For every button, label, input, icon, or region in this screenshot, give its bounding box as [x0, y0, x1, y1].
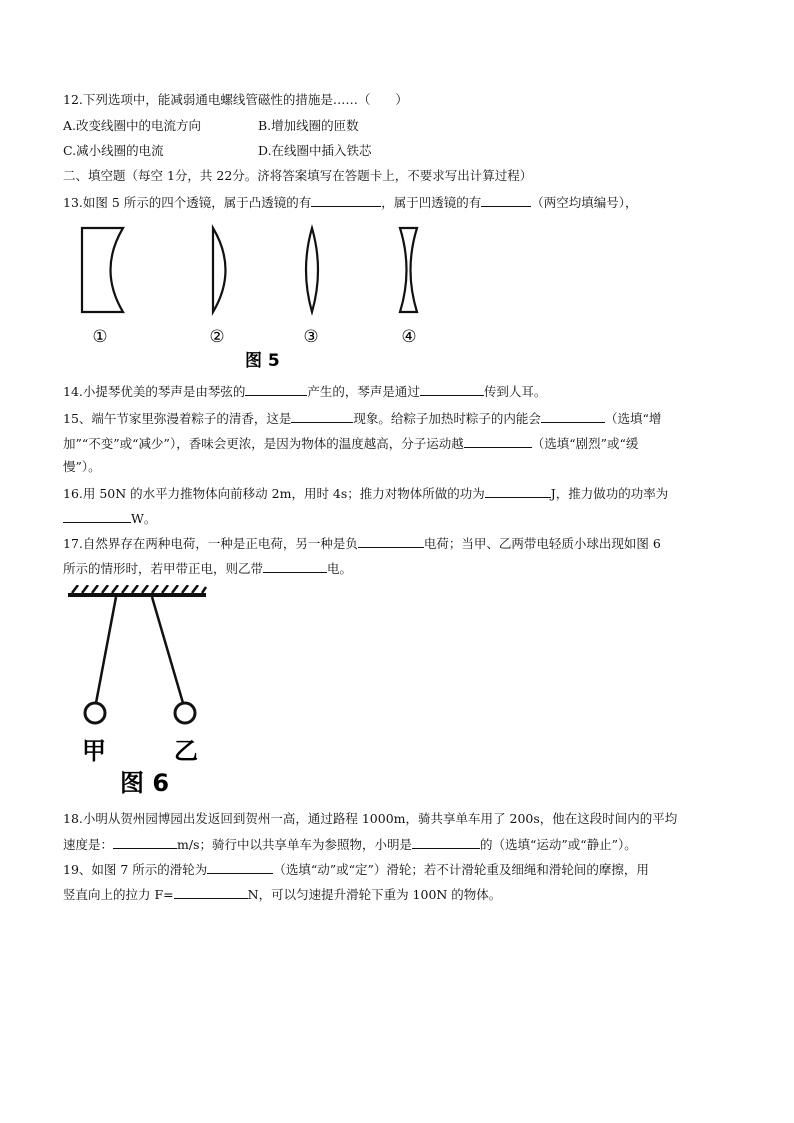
q19-text-b: （选填“动”或“定”）滑轮；若不计滑轮重及细绳和滑轮间的摩擦，用	[273, 862, 649, 877]
ceiling-hatching	[72, 585, 206, 593]
q17-text-b: 电荷；当甲、乙两带电轻质小球出现如图 6	[423, 536, 661, 551]
lens-label-2: ②	[209, 327, 225, 347]
figure-6-charged-balls	[60, 585, 220, 797]
figure-5-lenses	[60, 218, 440, 370]
q16-blank-work[interactable]	[485, 485, 551, 498]
q13-blank-concave[interactable]	[481, 194, 531, 207]
q18-text-d: 的（选填“运动”或“静止”）。	[480, 837, 637, 852]
q15-line-1	[63, 410, 661, 427]
lens-label-4: ④	[401, 327, 417, 347]
q14-blank-2[interactable]	[420, 383, 484, 396]
q14	[63, 383, 546, 400]
q19-text-c: 竖直向上的拉力 F=	[63, 887, 174, 902]
q15-line-2	[63, 435, 638, 452]
q15-text-a: 15、端午节家里弥漫着粽子的清香，这是	[63, 411, 292, 426]
q13-text-a: 13.如图 5 所示的四个透镜，属于凸透镜的有	[63, 195, 312, 210]
q19-line-1	[63, 861, 649, 878]
lens-label-3: ③	[303, 327, 319, 347]
q15-blank-1[interactable]	[291, 410, 353, 423]
q15-blank-3[interactable]	[464, 435, 532, 448]
q17-blank-1[interactable]	[358, 535, 424, 548]
section-header: 二、填空题（每空 1分，共 22分。济将答案填写在答题卡上，不要求写出计算过程）	[63, 168, 533, 183]
q16-line-2	[63, 510, 156, 527]
q15-text-d: 加”“不变”或“减少”），香味会更浓，是因为物体的温度越高，分子运动越	[63, 436, 464, 451]
q15-text-c: （选填“增	[604, 411, 662, 426]
q13-text-b: ，属于凹透镜的有	[381, 195, 482, 210]
q19-text-a: 19、如图 7 所示的滑轮为	[63, 862, 208, 877]
q18-line-1: 18.小明从贺州园博园出发返回到贺州一高，通过路程 1000m，骑共享单车用了 200s，他在这段时间内的平均	[63, 811, 678, 826]
q19-blank-pulley[interactable]	[207, 861, 273, 874]
q15-text-e: （选填“剧烈”或“缓	[531, 436, 639, 451]
q16-text-c: W。	[131, 511, 157, 526]
lens-2-plano-convex	[213, 228, 226, 312]
lens-1-plano-concave	[82, 228, 123, 312]
lens-3-biconvex	[306, 228, 318, 312]
thread-left	[96, 597, 116, 703]
ball-label-yi: 乙	[174, 737, 198, 765]
q18-blank-speed[interactable]	[113, 836, 177, 849]
q15-blank-2[interactable]	[541, 410, 605, 423]
q17-line-1	[63, 535, 661, 552]
q12-option-c: C.减小线圈的电流	[63, 143, 164, 158]
q12-option-a: A.改变线圈中的电流方向	[63, 118, 202, 133]
figure-5-caption: 图 5	[245, 351, 280, 370]
q16-text-a: 16.用 50N 的水平力推物体向前移动 2m，用时 4s；推力对物体所做的功为	[63, 486, 485, 501]
q17-text-d: 电。	[327, 561, 353, 576]
figure-6-caption: 图 6	[120, 769, 170, 797]
thread-right	[152, 597, 183, 703]
q13-text-c: （两空均填编号），	[531, 195, 638, 210]
ball-yi	[175, 703, 195, 723]
q14-blank-1[interactable]	[245, 383, 307, 396]
q13	[63, 194, 638, 211]
lens-4-biconcave	[400, 228, 417, 312]
ball-jia	[85, 703, 105, 723]
q14-text-c: 传到人耳。	[483, 384, 547, 399]
q15-text-b: 现象。给粽子加热时粽子的内能会	[353, 411, 541, 426]
q15-line-3: 慢”）。	[63, 459, 101, 474]
q14-text-b: 产生的，琴声是通过	[307, 384, 420, 399]
q12-option-b: B.增加线圈的匝数	[258, 118, 359, 133]
q17-blank-2[interactable]	[263, 560, 327, 573]
q19-text-d: N，可以匀速提升滑轮下重为 100N 的物体。	[247, 887, 502, 902]
q16-text-b: J，推力做功的功率为	[550, 486, 669, 501]
q12-option-d: D.在线圈中插入铁芯	[258, 143, 372, 158]
q18-text-b: 速度是：	[63, 837, 114, 852]
q16-blank-power[interactable]	[63, 510, 131, 523]
lens-label-1: ①	[92, 327, 108, 347]
q14-text-a: 14.小提琴优美的琴声是由琴弦的	[63, 384, 246, 399]
q12-stem: 12.下列选项中，能减弱通电螺线管磁性的措施是……（ ）	[63, 92, 408, 107]
q13-blank-convex[interactable]	[311, 194, 381, 207]
q17-text-c: 所示的情形时，若甲带正电，则乙带	[63, 561, 264, 576]
q16-line-1	[63, 485, 668, 502]
q18-text-c: m/s；骑行中以共享单车为参照物，小明是	[177, 837, 412, 852]
q19-blank-force[interactable]	[174, 886, 248, 899]
q18-blank-motion[interactable]	[412, 836, 480, 849]
q19-line-2	[63, 886, 501, 903]
q17-line-2	[63, 560, 352, 577]
q17-text-a: 17.自然界存在两种电荷，一种是正电荷，另一种是负	[63, 536, 358, 551]
ball-label-jia: 甲	[82, 737, 106, 765]
q18-line-2	[63, 836, 637, 853]
